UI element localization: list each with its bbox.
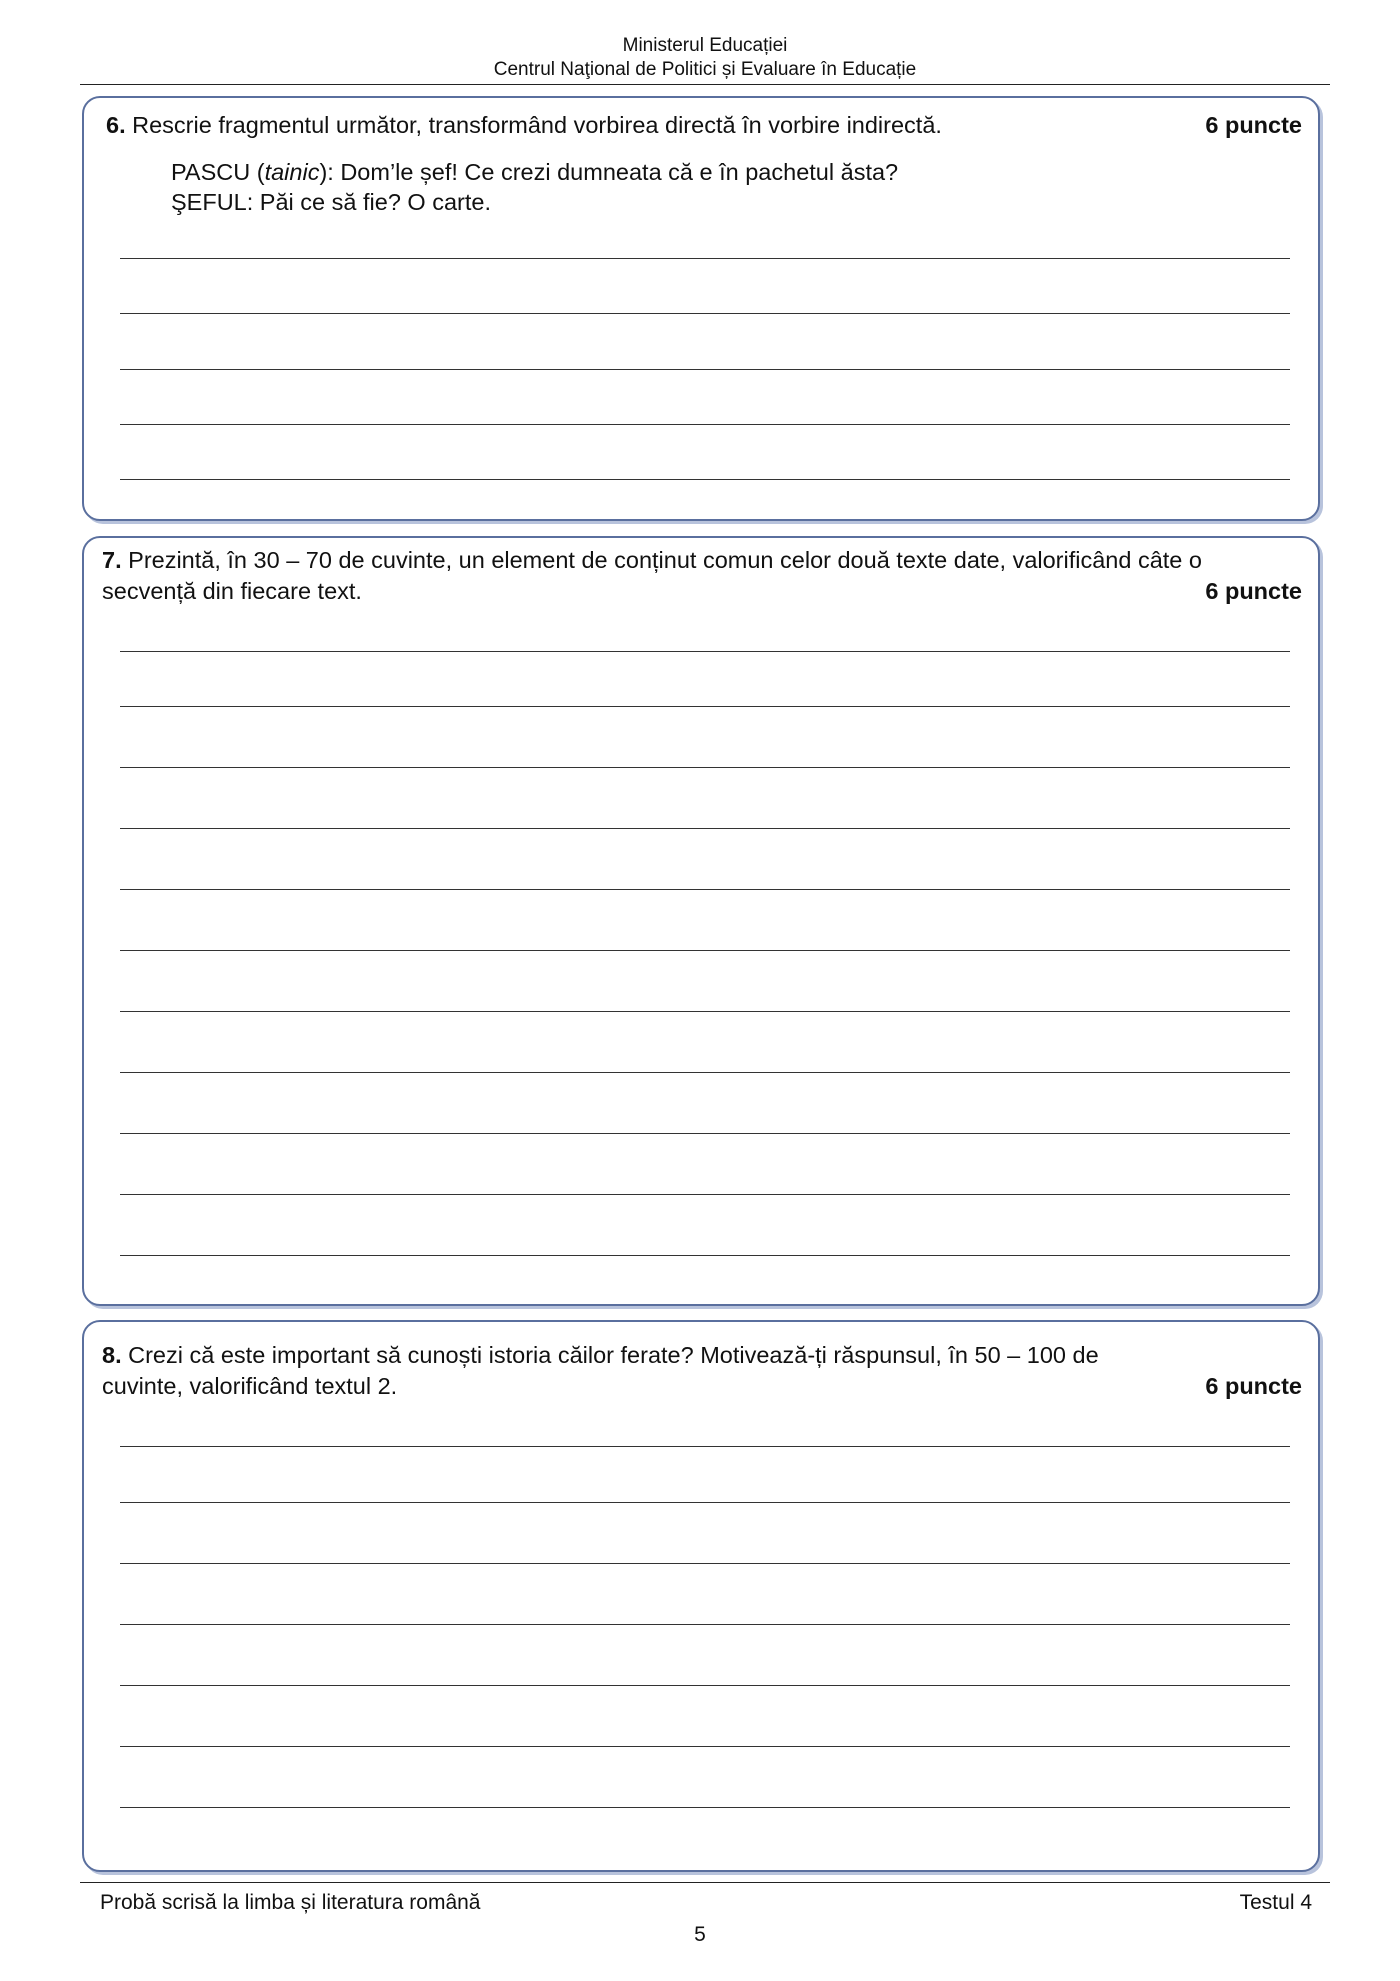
question-number: 8. bbox=[102, 1342, 122, 1368]
answer-line[interactable] bbox=[120, 706, 1290, 707]
answer-line[interactable] bbox=[120, 828, 1290, 829]
answer-line[interactable] bbox=[120, 1011, 1290, 1012]
question-6-prompt bbox=[106, 110, 1300, 141]
answer-line[interactable] bbox=[120, 950, 1290, 951]
question-6-points: 6 puncte bbox=[1205, 112, 1302, 138]
answer-line[interactable] bbox=[120, 1133, 1290, 1134]
header-divider bbox=[80, 84, 1330, 85]
answer-line[interactable] bbox=[120, 1446, 1290, 1447]
answer-line[interactable] bbox=[120, 1194, 1290, 1195]
question-text: Prezintă, în 30 – 70 de cuvinte, un element de conținut comun celor două texte date, valorificând câte o bbox=[128, 547, 1202, 573]
answer-line[interactable] bbox=[120, 1746, 1290, 1747]
footer-divider bbox=[80, 1882, 1330, 1883]
page-header bbox=[80, 34, 1330, 82]
answer-line[interactable] bbox=[120, 1807, 1290, 1808]
question-8-points: 6 puncte bbox=[1205, 1373, 1302, 1399]
question-text: Crezi că este important să cunoști istoria căilor ferate? Motivează-ți răspunsul, în 50 – 100 de bbox=[128, 1342, 1099, 1368]
answer-line[interactable] bbox=[120, 651, 1290, 652]
footer-exam-title: Probă scrisă la limba și literatura română bbox=[100, 1891, 481, 1914]
dialog-speech: ): Dom’le șef! Ce crezi dumneata că e în pachetul ăsta? bbox=[319, 159, 899, 185]
dialog-speaker: PASCU ( bbox=[171, 159, 265, 185]
stage-direction: tainic bbox=[264, 159, 320, 185]
answer-line[interactable] bbox=[120, 889, 1290, 890]
question-6-box bbox=[82, 96, 1320, 521]
question-7-prompt-line-1 bbox=[102, 545, 1300, 576]
header-ministry: Ministerul Educației bbox=[622, 35, 788, 56]
page-number: 5 bbox=[694, 1923, 706, 1946]
header-center: Centrul Naţional de Politici și Evaluare în Educație bbox=[493, 59, 917, 80]
question-7-points: 6 puncte bbox=[1205, 578, 1302, 604]
question-text: Rescrie fragmentul următor, transformând vorbirea directă în vorbire indirectă. bbox=[132, 112, 942, 138]
answer-line[interactable] bbox=[120, 258, 1290, 259]
question-8-box bbox=[82, 1320, 1320, 1872]
footer-test-number: Testul 4 bbox=[1239, 1891, 1312, 1914]
answer-line[interactable] bbox=[120, 1255, 1290, 1256]
question-8-prompt-line-2: cuvinte, valorificând textul 2. bbox=[102, 1373, 398, 1399]
answer-line[interactable] bbox=[120, 424, 1290, 425]
answer-line[interactable] bbox=[120, 1624, 1290, 1625]
dialog-line-1 bbox=[171, 157, 898, 188]
dialog-line-2: ŞEFUL: Păi ce să fie? O carte. bbox=[171, 189, 491, 215]
answer-line[interactable] bbox=[120, 1685, 1290, 1686]
answer-line[interactable] bbox=[120, 767, 1290, 768]
question-number: 7. bbox=[102, 547, 122, 573]
answer-line[interactable] bbox=[120, 369, 1290, 370]
question-7-prompt-line-2: secvență din fiecare text. bbox=[102, 578, 362, 604]
question-8-prompt-line-1 bbox=[102, 1340, 1300, 1371]
answer-line[interactable] bbox=[120, 479, 1290, 480]
question-number: 6. bbox=[106, 112, 126, 138]
answer-line[interactable] bbox=[120, 1072, 1290, 1073]
answer-line[interactable] bbox=[120, 313, 1290, 314]
answer-line[interactable] bbox=[120, 1563, 1290, 1564]
question-7-box bbox=[82, 536, 1320, 1306]
answer-line[interactable] bbox=[120, 1502, 1290, 1503]
